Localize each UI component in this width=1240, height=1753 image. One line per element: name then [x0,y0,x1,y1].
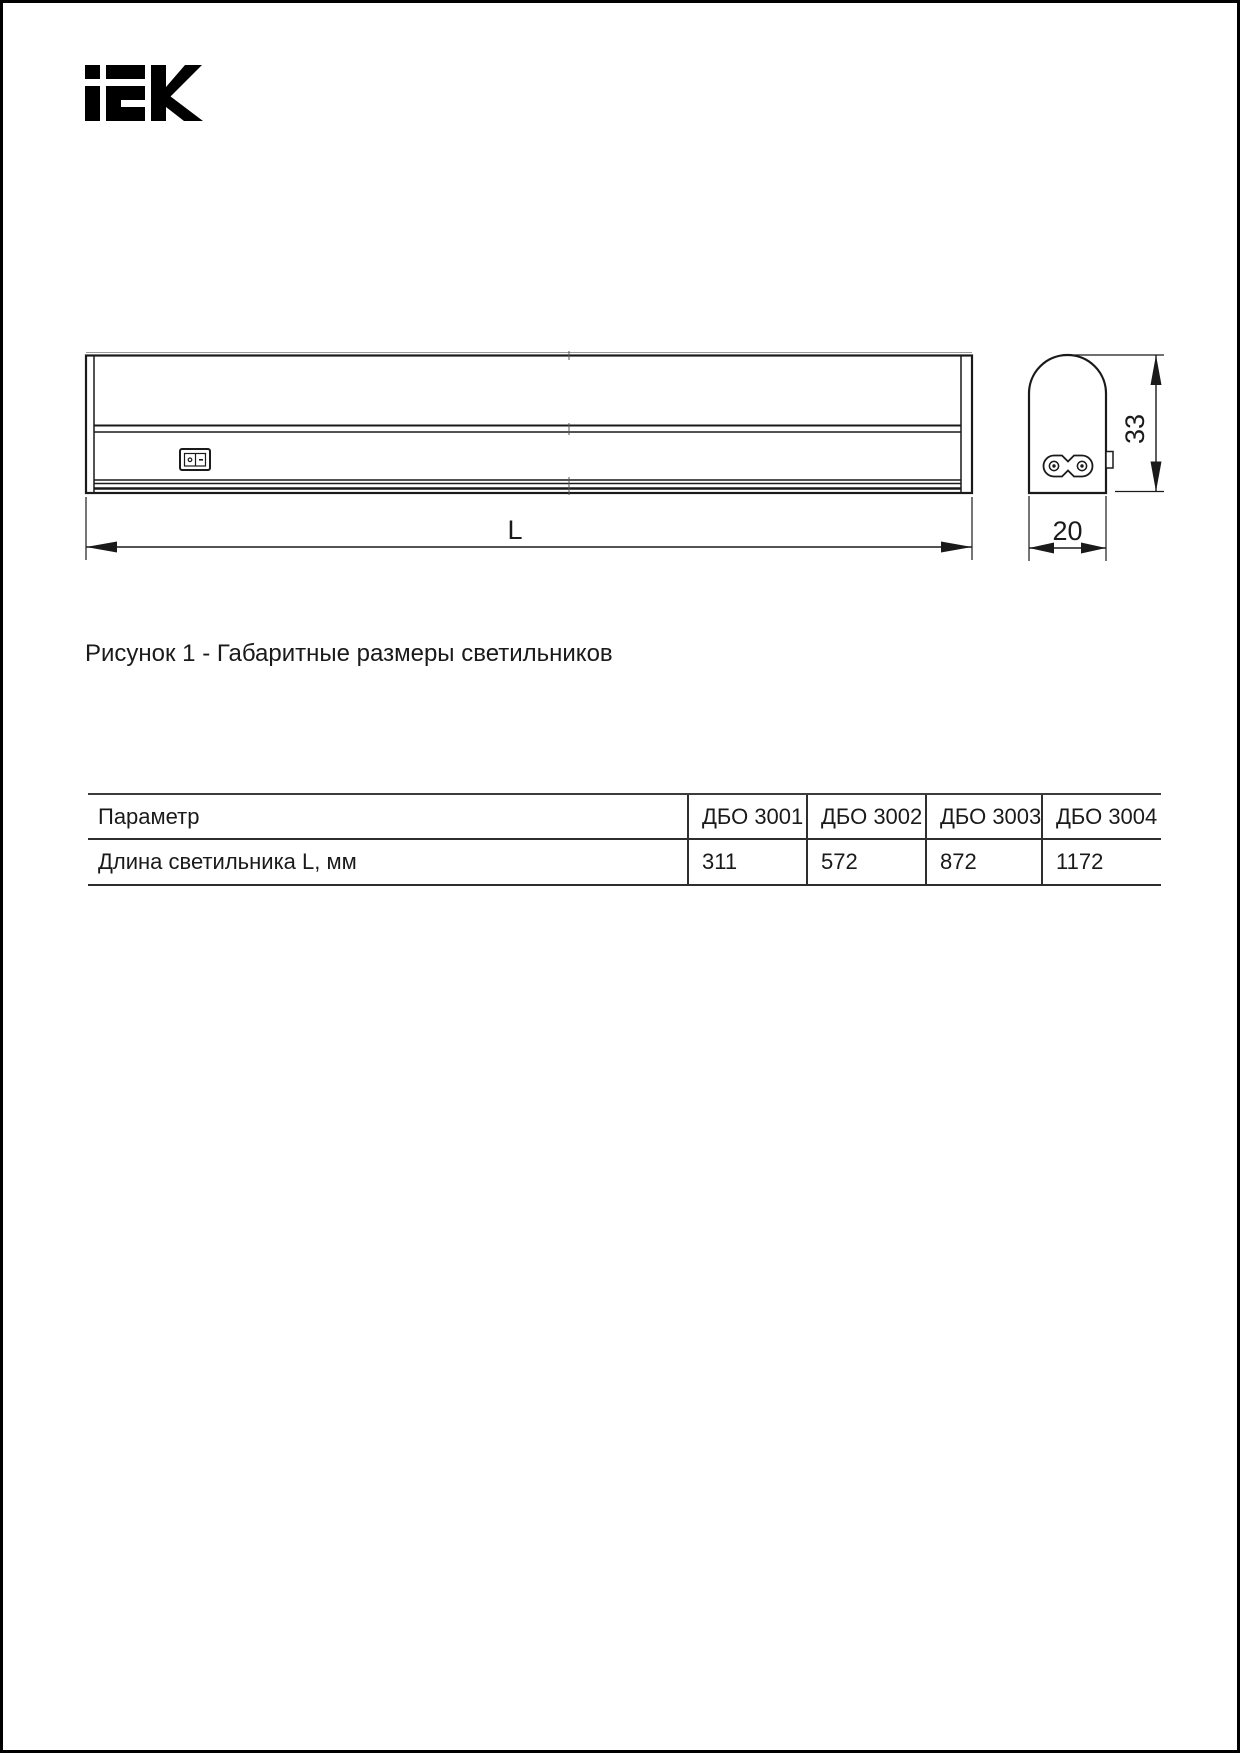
logo-i-stem [85,86,100,121]
arrowhead-right [941,542,972,553]
arrowhead-right [1081,543,1106,554]
logo-e-bottom-bar [106,107,145,121]
table-header-dbo3004: ДБО 3004 [1041,795,1161,838]
table-header-dbo3002: ДБО 3002 [806,795,925,838]
table-header-parameter: Параметр [98,803,200,829]
logo-k-lower-arm [166,93,203,121]
luminaire-body-outline [86,356,972,494]
dimensions-table [88,793,1161,886]
table-header-dbo3003: ДБО 3003 [925,795,1041,838]
logo-k-stem [151,65,166,121]
table-header-row [88,795,1161,840]
table-cell-dbo3003-length: 872 [925,840,1041,884]
table-cell-parameter: Длина светильника L, мм [98,849,357,874]
dimension-drawing [3,303,1240,603]
logo-e-top-bar [106,65,145,79]
arrowhead-left [86,542,117,553]
figure-caption: Рисунок 1 - Габаритные размеры светильников [85,640,613,667]
arrowhead-up [1151,355,1162,385]
table-cell-dbo3002-length: 572 [806,840,925,884]
side-view [1029,355,1113,493]
table-cell-dbo3001-length: 311 [687,840,806,884]
dim-label-height: 33 [1120,413,1150,445]
length-dimension [86,497,972,560]
table-header-dbo3001: ДБО 3001 [687,795,806,838]
front-view [86,351,972,495]
iek-logo [85,65,203,121]
side-tab [1106,452,1113,469]
arrowhead-left [1029,543,1054,554]
width-dimension [1029,496,1106,561]
arrowhead-down [1151,462,1162,492]
logo-k-upper-arm [166,65,202,101]
table-row-length [88,840,1161,884]
table-cell-dbo3004-length: 1172 [1041,840,1161,884]
dim-label-width: 20 [1052,516,1083,546]
power-switch-icon [180,449,210,470]
logo-i-dot [85,65,100,79]
side-profile-outline [1029,355,1106,493]
dim-label-length: L [507,515,523,545]
